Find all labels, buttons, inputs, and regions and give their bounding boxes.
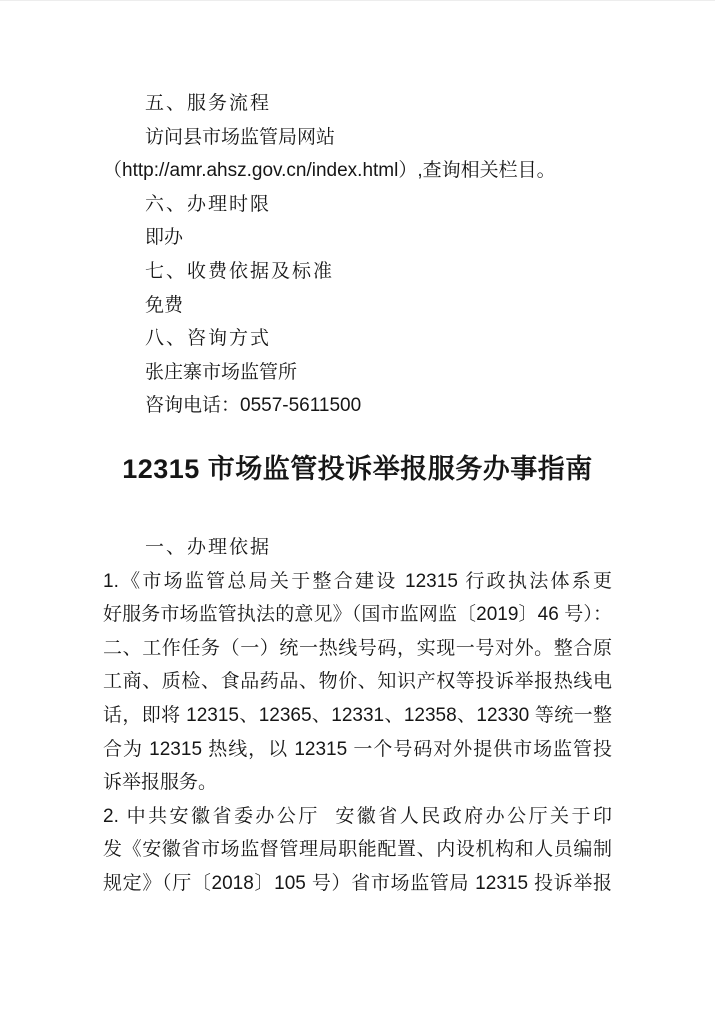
paragraph2-line: 发《安徽省市场监督管理局职能配置、内设机构和人员编制 — [103, 839, 612, 861]
text-website-url: （http://amr.ahsz.gov.cn/index.html）,查询相关栏目。 — [103, 160, 556, 182]
heading-fee-basis-standard: 七、收费依据及标准 — [145, 260, 335, 282]
text-immediate-processing: 即办 — [145, 227, 184, 249]
text-consultation-phone: 咨询电话：0557-5611500 — [145, 395, 362, 417]
heading-consultation-method: 八、咨询方式 — [145, 328, 272, 350]
document-content — [103, 87, 612, 900]
paragraph1-line: 工商、质检、食品药品、物价、知识产权等投诉举报热线电 — [103, 671, 612, 693]
heading-processing-time-limit: 六、办理时限 — [145, 193, 272, 215]
paragraph1-line: 1.《市场监管总局关于整合建设 12315 行政执法体系更 — [103, 570, 612, 592]
text-consultation-office: 张庄寨市场监管所 — [145, 361, 298, 383]
text-free-of-charge: 免费 — [145, 294, 184, 316]
paragraph1-line: 二、工作任务（一）统一热线号码，实现一号对外。整合原 — [103, 637, 612, 659]
paragraph1-line: 诉举报服务。 — [103, 772, 218, 794]
heading-handling-basis: 一、办理依据 — [145, 536, 272, 558]
text-visit-website: 访问县市场监管局网站 — [145, 126, 336, 148]
paragraph2-line: 规定》（厅〔2018〕105 号）省市场监管局 12315 投诉举报 — [103, 872, 612, 894]
paragraph1-line: 好服务市场监管执法的意见》（国市监网监〔2019〕46 号）： — [103, 604, 612, 626]
paragraph1-line: 话，即将 12315、12365、12331、12358、12330 等统一整 — [103, 704, 612, 726]
page-title: 12315 市场监管投诉举报服务办事指南 — [122, 453, 593, 484]
paragraph1-line: 合为 12315 热线，以 12315 一个号码对外提供市场监管投 — [103, 738, 612, 760]
paragraph2-line: 2. 中共安徽省委办公厅 安徽省人民政府办公厅关于印 — [103, 805, 612, 827]
heading-service-process: 五、服务流程 — [145, 93, 272, 114]
